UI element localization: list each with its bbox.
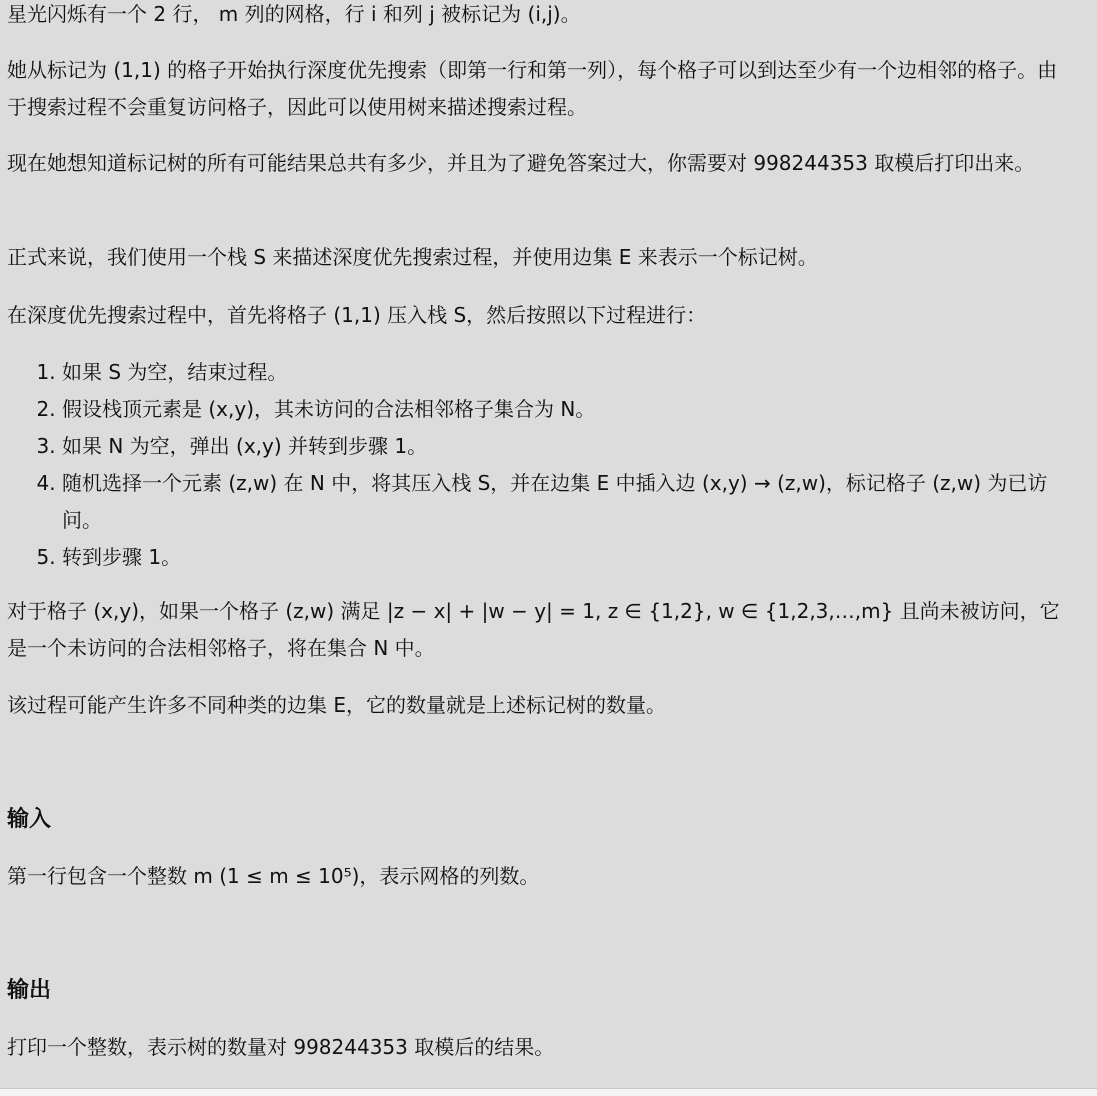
formal-definition-paragraph: 正式来说，我们使用一个栈 S 来描述深度优先搜索过程，并使用边集 E 来表示一个标记树。 [7, 245, 818, 269]
process-step: 1. 如果 S 为空，结束过程。 [62, 354, 1082, 391]
dfs-description-paragraph: 她从标记为 (1,1) 的格子开始执行深度优先搜索（即第一行和第一列），每个格子可以到达至少有一个边相邻的格子。由于搜索过程不会重复访问格子，因此可以使用树来描述搜索过程。 [7, 58, 1058, 119]
process-step: 4. 随机选择一个元素 (z,w) 在 N 中，将其压入栈 S，并在边集 E 中插入边 (x,y) → (z,w)，标记格子 (z,w) 为已访问。 [62, 465, 1082, 539]
process-step: 5. 转到步骤 1。 [62, 539, 1082, 576]
process-step: 2. 假设栈顶元素是 (x,y)，其未访问的合法相邻格子集合为 N。 [62, 391, 1082, 428]
process-step: 3. 如果 N 为空，弹出 (x,y) 并转到步骤 1。 [62, 428, 1082, 465]
output-heading: 输出 [7, 978, 52, 1003]
goal-paragraph: 现在她想知道标记树的所有可能结果总共有多少，并且为了避免答案过大，你需要对 998244353 取模后打印出来。 [7, 151, 1035, 175]
input-description: 第一行包含一个整数 m (1 ≤ m ≤ 10⁵)，表示网格的列数。 [7, 864, 540, 888]
process-steps-list [7, 354, 1082, 576]
output-description: 打印一个整数，表示树的数量对 998244353 取模后的结果。 [7, 1035, 555, 1059]
adjacency-definition-paragraph: 对于格子 (x,y)，如果一个格子 (z,w) 满足 |z − x| + |w − y| = 1, z ∈ {1,2}, w ∈ {1,2,3,…,m} 且尚未被访问，它是一个未访问的合法相邻格子，将在集合 N 中。 [7, 599, 1060, 660]
input-heading: 输入 [7, 807, 52, 832]
intro-paragraph: 星光闪烁有一个 2 行， m 列的网格，行 i 和列 j 被标记为 (i,j)。 [7, 2, 581, 26]
count-definition-paragraph: 该过程可能产生许多不同种类的边集 E，它的数量就是上述标记树的数量。 [7, 693, 666, 717]
process-intro-paragraph: 在深度优先搜索过程中，首先将格子 (1,1) 压入栈 S，然后按照以下过程进行： [7, 303, 707, 327]
